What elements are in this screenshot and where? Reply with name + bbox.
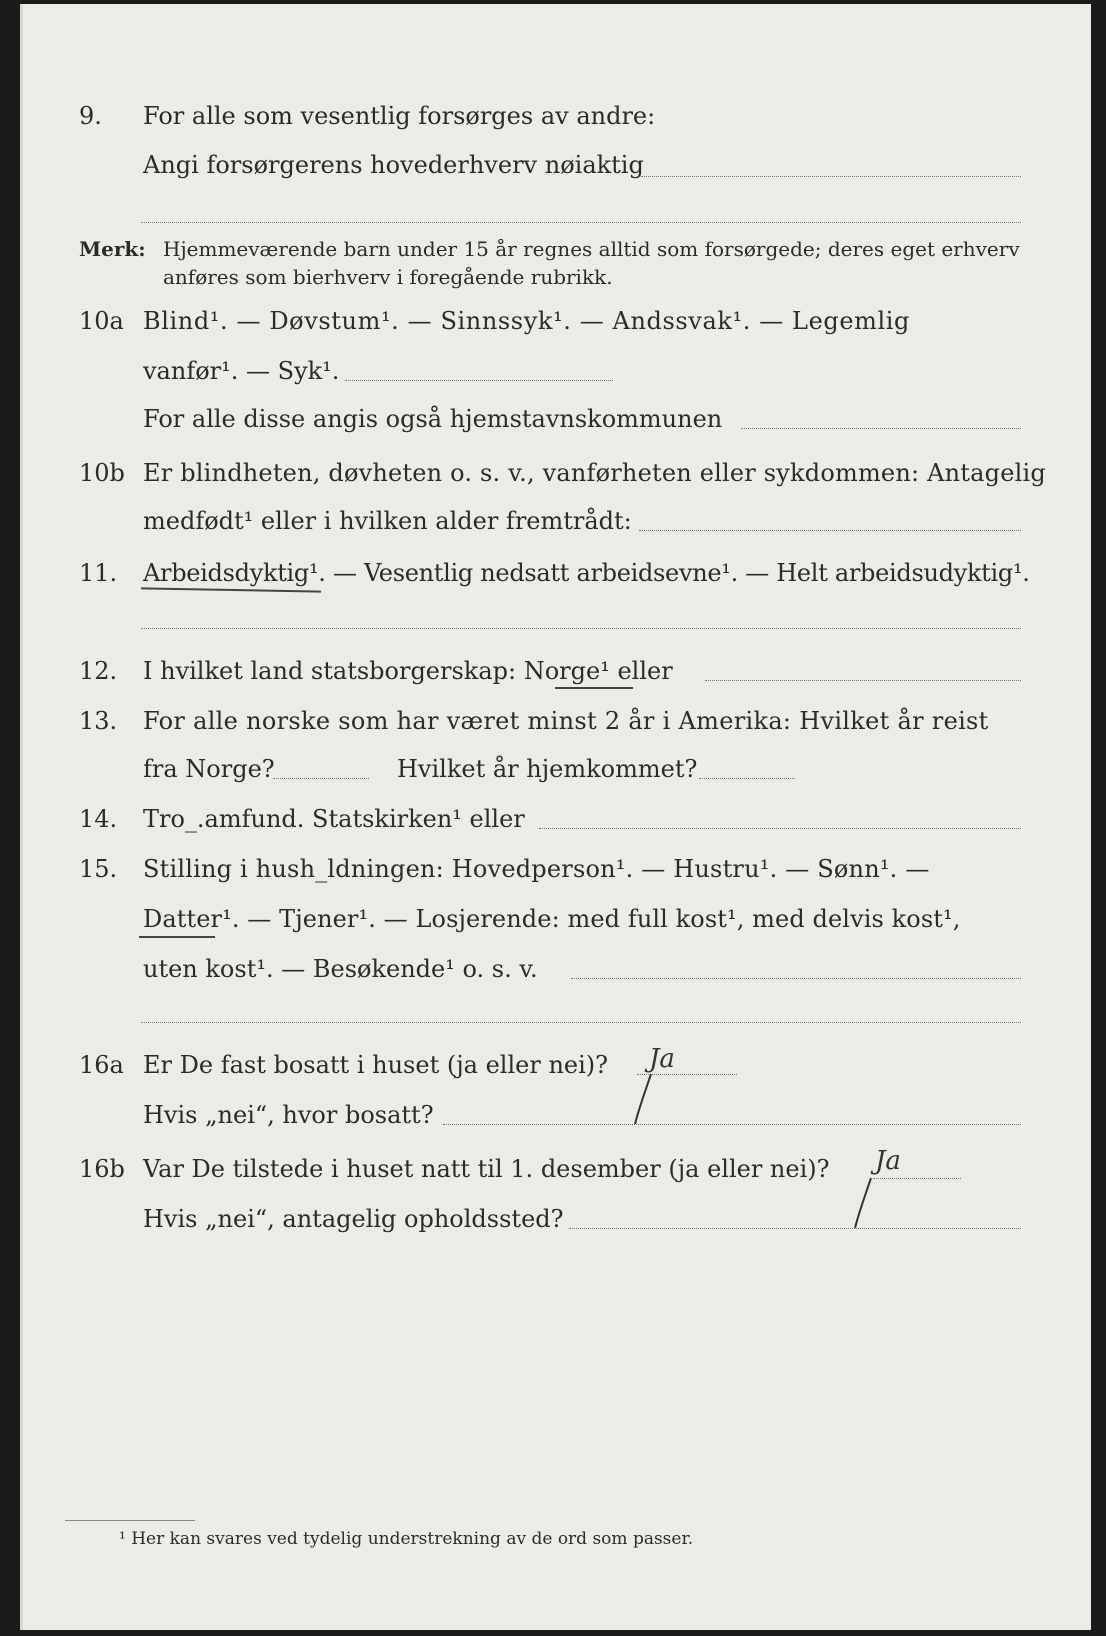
q15-line2: Datter¹. — Tjener¹. — Losjerende: med full kost¹, med delvis kost¹, xyxy=(143,905,961,933)
q16b-handwritten-mark xyxy=(849,1176,879,1232)
q16b-row xyxy=(23,1146,1091,1186)
q16b-answer-field[interactable] xyxy=(873,1178,961,1179)
q16a-bosatt-field[interactable] xyxy=(443,1124,1021,1125)
merk-line1: Hjemmeværende barn under 15 år regnes alltid som forsørgede; deres eget erhverv xyxy=(163,237,1020,261)
q13-row2 xyxy=(23,752,1091,786)
footnote-divider xyxy=(65,1520,195,1521)
q14-row xyxy=(23,802,1091,836)
q13-hjemkommet-field[interactable] xyxy=(699,778,795,779)
q16a-row2 xyxy=(23,1098,1091,1132)
q16b-opholdssted-field[interactable] xyxy=(569,1228,1021,1229)
q15-line3: uten kost¹. — Besøkende¹ o. s. v. xyxy=(143,955,538,983)
q10a-row2 xyxy=(23,354,1091,388)
q16a-row xyxy=(23,1044,1091,1082)
q13-line2a: fra Norge? xyxy=(143,755,275,783)
q15-handwritten-underline xyxy=(139,936,215,938)
q10b-line1: Er blindheten, døvheten o. s. v., vanførheten eller sykdommen: Antagelig xyxy=(143,459,1046,487)
q16a-handwritten-mark xyxy=(629,1072,659,1128)
q16a-line2: Hvis „nei“, hvor bosatt? xyxy=(143,1101,434,1129)
q9-line2: Angi forsørgerens hovederhverv nøiaktig xyxy=(143,151,644,179)
q10b-answer-field[interactable] xyxy=(639,530,1021,531)
q15-row3 xyxy=(23,952,1091,986)
q11-line1: Arbeidsdyktig¹. — Vesentlig nedsatt arbeidsevne¹. — Helt arbeidsudyktig¹. xyxy=(143,559,1030,587)
merk-label: Merk: xyxy=(79,237,146,261)
q12-handwritten-underline xyxy=(555,687,633,689)
q15-answer-field[interactable] xyxy=(571,978,1021,979)
q12-number: 12. xyxy=(79,657,118,685)
q15-number: 15. xyxy=(79,855,118,883)
q10b-row2 xyxy=(23,504,1091,538)
footnote: ¹ Her kan svares ved tydelig understrekning av de ord som passer. xyxy=(119,1529,694,1549)
q13-line1: For alle norske som har været minst 2 år i Amerika: Hvilket år reist xyxy=(143,707,989,735)
q11-row xyxy=(23,556,1091,590)
q12-line1: I hvilket land statsborgerskap: Norge¹ eller xyxy=(143,657,673,685)
q9-line1: For alle som vesentlig forsørges av andre: xyxy=(143,102,656,130)
q16a-handwritten-answer: Ja xyxy=(649,1044,675,1074)
census-form-page xyxy=(20,4,1091,1630)
q15-line1: Stilling i hush_ldningen: Hovedperson¹. — Hustru¹. — Sønn¹. — xyxy=(143,855,930,883)
q16b-row2 xyxy=(23,1202,1091,1236)
q14-number: 14. xyxy=(79,805,118,833)
q15-answer-field-2[interactable] xyxy=(141,1022,1021,1023)
q12-answer-field[interactable] xyxy=(705,680,1021,681)
q10b-line2: medfødt¹ eller i hvilken alder fremtrådt: xyxy=(143,507,632,535)
q10b-row xyxy=(23,456,1091,490)
q14-line1: Tro_.amfund. Statskirken¹ eller xyxy=(143,805,525,833)
q10a-row3 xyxy=(23,402,1091,436)
q13-reist-field[interactable] xyxy=(273,778,369,779)
q13-row xyxy=(23,704,1091,738)
q16b-line1: Var De tilstede i huset natt til 1. desember (ja eller nei)? xyxy=(143,1155,830,1183)
q9-row2 xyxy=(23,148,1091,182)
q16a-line1: Er De fast bosatt i huset (ja eller nei)? xyxy=(143,1051,609,1079)
q10a-row xyxy=(23,304,1091,338)
q11-number: 11. xyxy=(79,559,118,587)
q10b-number: 10b xyxy=(79,459,125,487)
q13-number: 13. xyxy=(79,707,118,735)
q9-row xyxy=(23,99,1091,133)
q10a-number: 10a xyxy=(79,307,124,335)
q16b-number: 16b xyxy=(79,1155,125,1183)
q15-row xyxy=(23,852,1091,886)
q9-answer-field-2[interactable] xyxy=(141,222,1021,223)
q10a-hjemstavn-field[interactable] xyxy=(741,428,1021,429)
q9-answer-field[interactable] xyxy=(641,176,1021,177)
q16b-line2: Hvis „nei“, antagelig opholdssted? xyxy=(143,1205,564,1233)
q14-answer-field[interactable] xyxy=(539,828,1021,829)
q16b-handwritten-answer: Ja xyxy=(875,1146,901,1176)
q12-row xyxy=(23,654,1091,688)
q10a-answer-field[interactable] xyxy=(345,380,613,381)
merk-row2 xyxy=(23,260,1091,294)
q15-row2 xyxy=(23,902,1091,936)
q13-line2b: Hvilket år hjemkommet? xyxy=(397,755,698,783)
q11-answer-field[interactable] xyxy=(141,628,1021,629)
merk-line2: anføres som bierhverv i foregående rubrikk. xyxy=(163,265,613,289)
q9-number: 9. xyxy=(79,102,102,130)
q10a-line2: vanfør¹. — Syk¹. xyxy=(143,357,340,385)
q10a-line1: Blind¹. — Døvstum¹. — Sinnssyk¹. — Andssvak¹. — Legemlig xyxy=(143,307,911,335)
q16a-number: 16a xyxy=(79,1051,124,1079)
q10a-line3: For alle disse angis også hjemstavnskommunen xyxy=(143,405,723,433)
